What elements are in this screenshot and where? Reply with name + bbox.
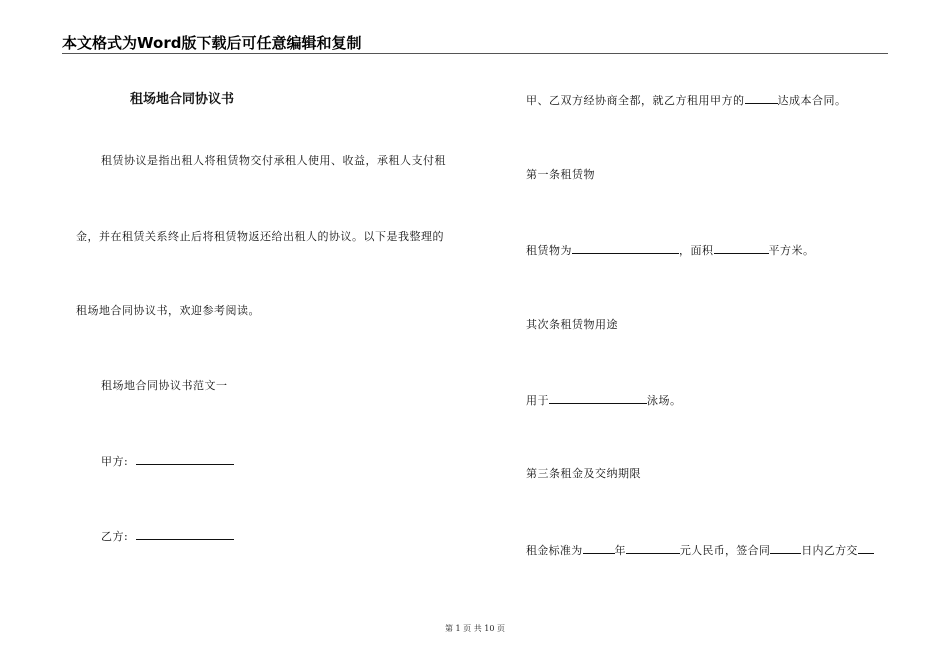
article-1-area-post: 平方米。 <box>768 244 815 257</box>
party-a-label: 甲方: <box>101 455 129 468</box>
document-header <box>62 34 888 54</box>
agreement-text-pre: 甲、乙双方经协商全都，就乙方租用甲方的 <box>526 94 745 107</box>
page-number: 第 1 页 共 10 页 <box>445 624 505 633</box>
party-b-line <box>101 529 234 544</box>
sample-heading: 租场地合同协议书范文一 <box>101 379 228 392</box>
intro-paragraph-line-3: 租场地合同协议书，欢迎参考阅读。 <box>76 304 260 317</box>
article-1-heading: 第一条租赁物 <box>526 168 595 181</box>
leased-item-blank <box>572 243 679 254</box>
agreement-text-post: 达成本合同。 <box>777 94 847 107</box>
article-1-area-pre: 租赁物为 <box>526 244 572 257</box>
use-blank <box>549 393 647 404</box>
agreement-line <box>526 93 847 108</box>
article-2-heading: 其次条租赁物用途 <box>526 318 618 331</box>
document-title: 租场地合同协议书 <box>130 92 235 107</box>
article-3-rent-post: 日内乙方交 <box>801 544 858 557</box>
rent-yuan-blank <box>626 543 680 554</box>
article-3-rent-pre: 租金标准为 <box>526 544 583 557</box>
article-2-use-post: 泳场。 <box>647 394 682 407</box>
article-2-use-line <box>526 393 682 408</box>
agreement-blank <box>745 93 778 104</box>
trailing-blank <box>858 543 874 554</box>
page-footer <box>0 624 950 634</box>
party-a-blank <box>136 454 234 465</box>
intro-paragraph-line-2: 金，并在租赁关系终止后将租赁物返还给出租人的协议。以下是我整理的 <box>76 230 444 243</box>
article-1-area-line <box>526 243 815 258</box>
article-3-heading: 第三条租金及交纳期限 <box>526 467 641 480</box>
party-b-blank <box>136 529 234 540</box>
article-3-rent-year: 年 <box>614 544 626 557</box>
days-blank <box>770 543 801 554</box>
area-blank <box>714 243 769 254</box>
party-b-label: 乙方: <box>101 530 129 543</box>
intro-paragraph-line-1: 租赁协议是指出租人将租赁物交付承租人使用、收益，承租人支付租 <box>101 154 446 167</box>
rent-amount-blank <box>583 543 615 554</box>
article-2-use-pre: 用于 <box>526 394 549 407</box>
article-3-rent-line <box>526 543 874 558</box>
header-divider <box>62 53 888 54</box>
header-notice: 本文格式为Word版下载后可任意编辑和复制 <box>62 34 362 52</box>
party-a-line <box>101 454 234 469</box>
article-1-area-mid: ，面积 <box>679 244 714 257</box>
article-3-rent-rmb: 元人民币，签合同 <box>679 544 771 557</box>
